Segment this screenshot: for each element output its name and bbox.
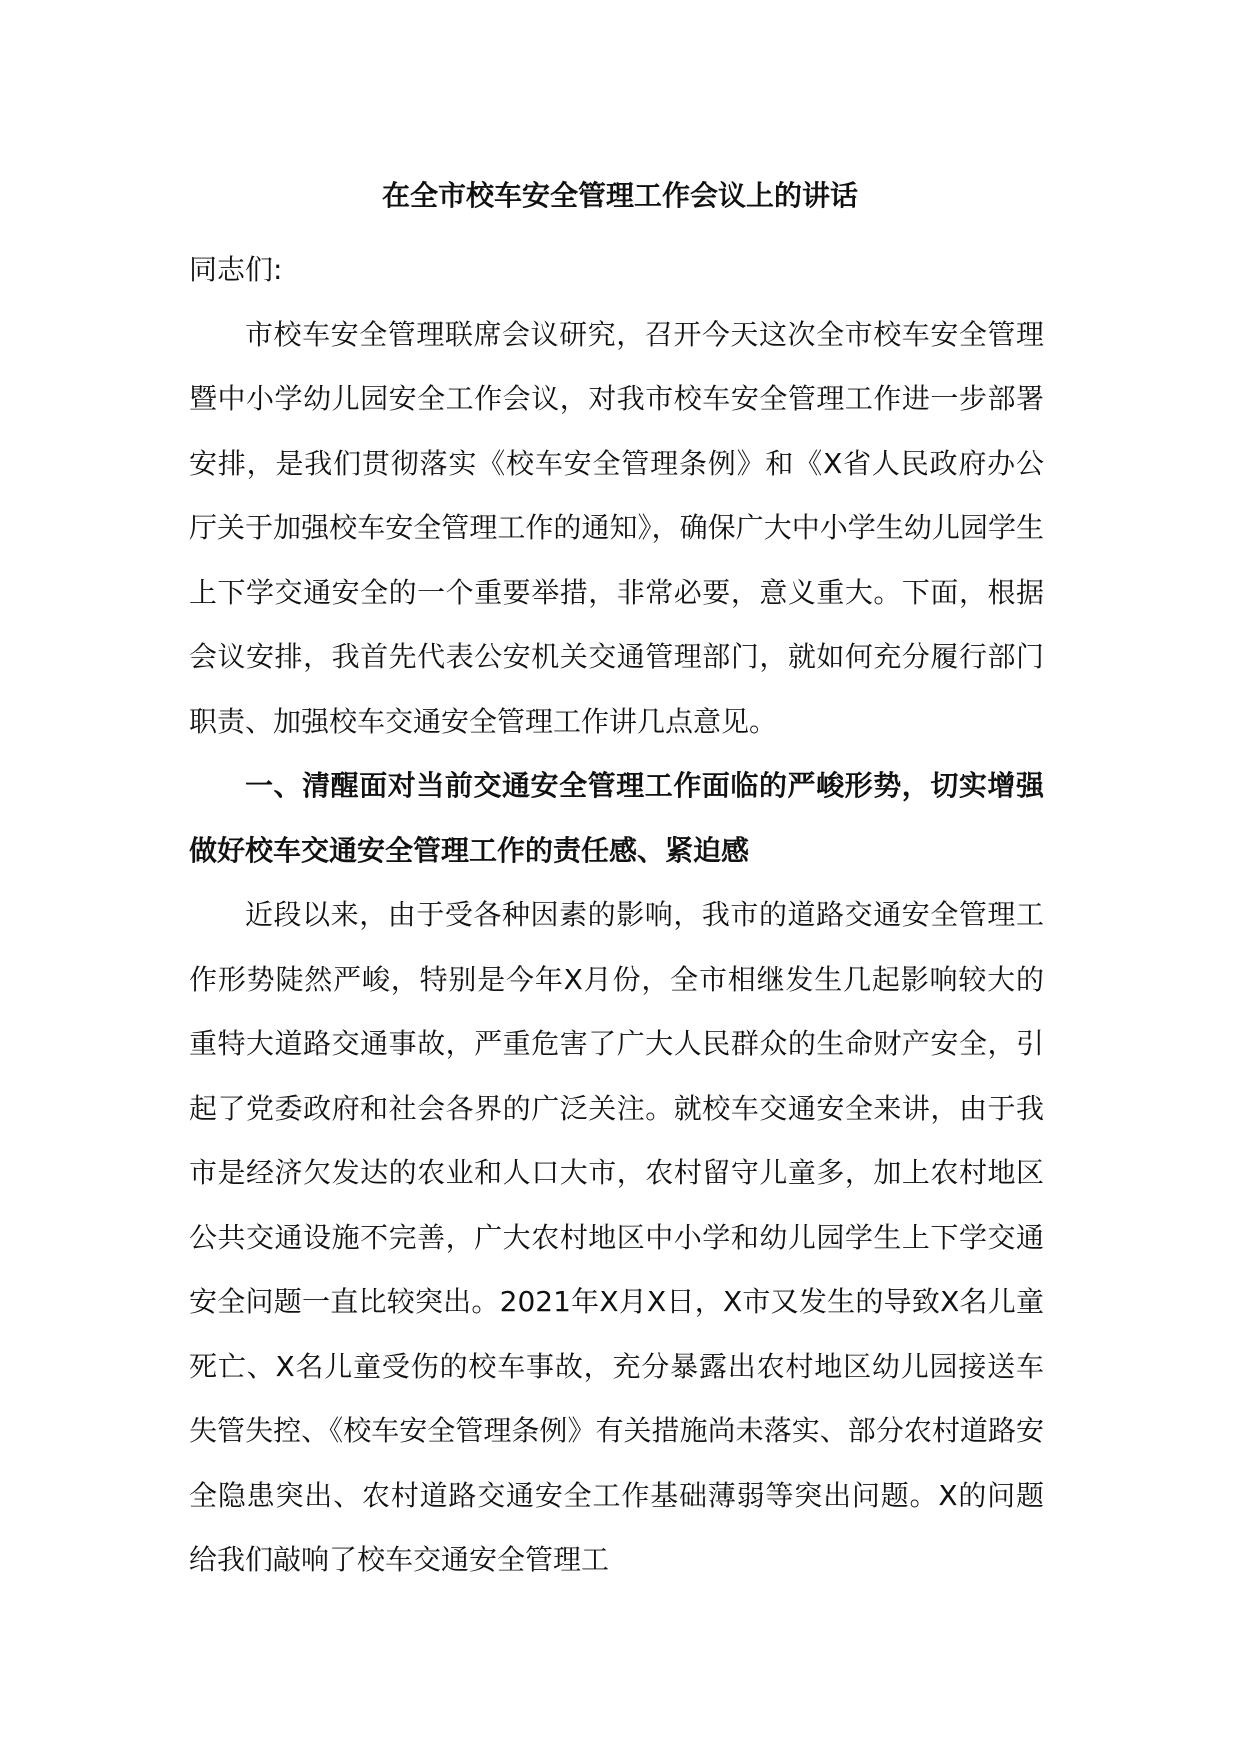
document-title: 在全市校车安全管理工作会议上的讲话 (381, 179, 858, 212)
section-heading: 一、清醒面对当前交通安全管理工作面临的严峻形势，切实增强做好校车交通安全管理工作的责任感、紧迫感 (189, 769, 1044, 867)
section-paragraph: 近段以来，由于受各种因素的影响，我市的道路交通安全管理工作形势陡然严峻，特别是今年X月份，全市相继发生几起影响较大的重特大道路交通事故，严重危害了广大人民群众的生命财产安全，引起了党委政府和社会各界的广泛关注。就校车交通安全来讲，由于我市是经济欠发达的农业和人口大市，农村留守儿童多，加上农村地区公共交通设施不完善，广大农村地区中小学和幼儿园学生上下学交通安全问题一直比较突出。2021年X月X日，X市又发生的导致X名儿童死亡、X名儿童受伤的校车事故，充分暴露出农村地区幼儿园接送车失管失控、《校车安全管理条例》有关措施尚未落实、部分农村道路安全隐患突出、农村道路交通安全工作基础薄弱等突出问题。X的问题给我们敲响了校车交通安全管理工 (189, 898, 1044, 1576)
salutation: 同志们: (189, 253, 283, 286)
intro-paragraph: 市校车安全管理联席会议研究，召开今天这次全市校车安全管理暨中小学幼儿园安全工作会议，对我市校车安全管理工作进一步部署安排，是我们贯彻落实《校车安全管理条例》和《X省人民政府办公厅关于加强校车安全管理工作的通知》，确保广大中小学生幼儿园学生上下学交通安全的一个重要举措，非常必要，意义重大。下面，根据会议安排，我首先代表公安机关交通管理部门，就如何充分履行部门职责、加强校车交通安全管理工作讲几点意见。 (189, 317, 1044, 738)
document-body (189, 238, 1044, 1593)
